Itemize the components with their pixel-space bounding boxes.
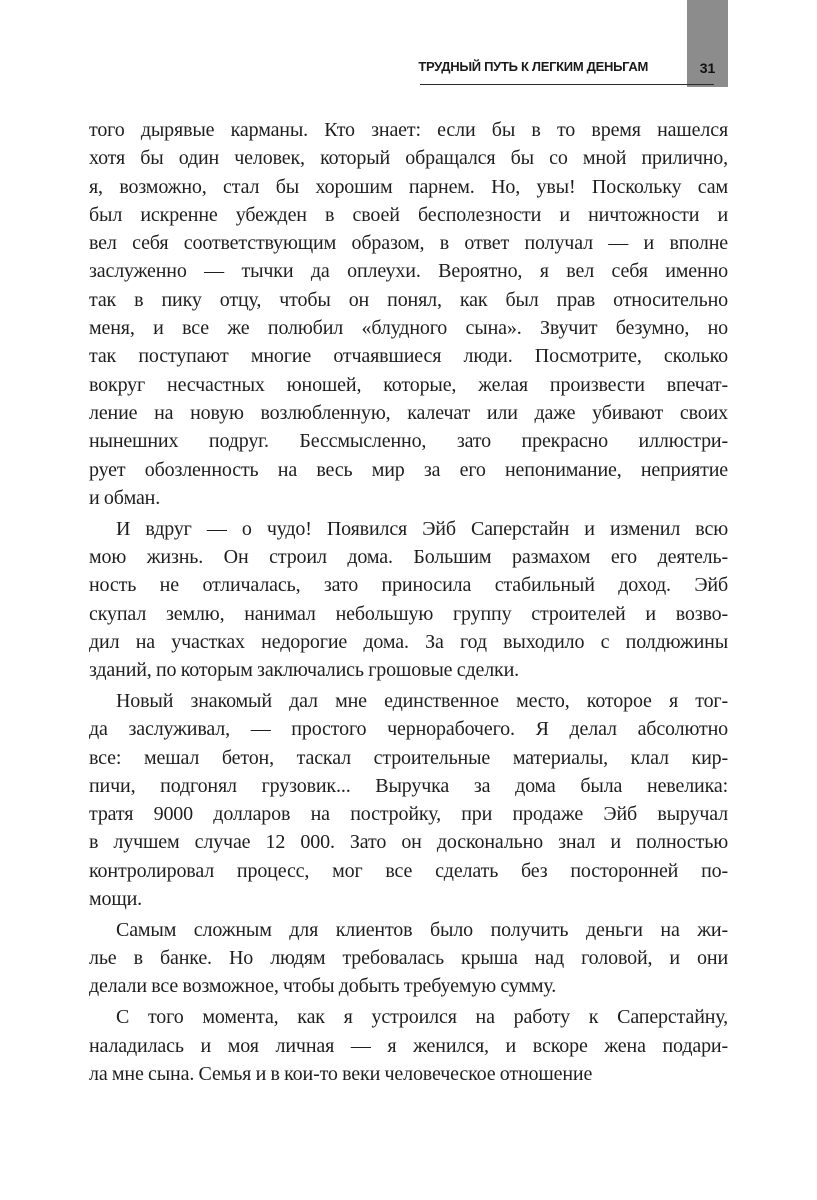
text-line: и обман. [89,486,161,509]
text-line: мою жизнь. Он строил дома. Большим размахом его деятель- [89,545,728,568]
text-line: скупал землю, нанимал небольшую группу строителей и возво- [89,602,728,625]
text-line: вокруг несчастных юношей, которые, желая произвести впечат- [89,373,728,396]
text-line: так в пику отцу, чтобы он понял, как был прав относительно [89,288,728,311]
text-line: зданий, по которым заключались грошовые сделки. [89,659,520,682]
text-line: меня, и все же полюбил «блудного сына». Звучит безумно, но [89,317,728,340]
paragraph [89,515,728,685]
page-number-tab [687,0,728,87]
paragraph [89,916,728,1001]
text-line: Самым сложным для клиентов было получить деньги на жи- [116,918,728,941]
paragraph [89,116,728,512]
text-line: лье в банке. Но людям требовалась крыша над головой, и они [89,947,728,970]
text-line: наладилась и моя личная — я женился, и вскоре жена подари- [89,1034,728,1057]
text-line: ла мне сына. Семья и в кои-то веки человеческое отношение [89,1062,593,1085]
text-line: нынешних подруг. Бессмысленно, зато прекрасно иллюстри- [89,430,728,453]
text-line: тратя 9000 долларов на постройку, при продаже Эйб выручал [89,803,728,826]
text-line: я, возможно, стал бы хорошим парнем. Но, увы! Поскольку сам [89,175,728,198]
text-line: ление на новую возлюбленную, калечат или даже убивают своих [89,401,728,424]
paragraph [89,687,728,913]
text-line: пичи, подгонял грузовик... Выручка за дома была невелика: [89,774,728,797]
text-line: ность не отличалась, зато приносила стабильный доход. Эйб [89,574,728,597]
text-line: того дырявые карманы. Кто знает: если бы в то время нашелся [89,119,728,141]
running-title: ТРУДНЫЙ ПУТЬ К ЛЕГКИМ ДЕНЬГАМ [418,59,648,74]
body-text [89,116,728,1088]
text-line: заслуженно — тычки да оплеухи. Вероятно, я вел себя именно [89,260,728,283]
text-line: С того момента, как я устроился на работу к Саперстайну, [116,1006,728,1029]
text-line: да заслуживал, — простого чернорабочего. Я делал абсолютно [89,718,728,741]
text-line: был искренне убежден в своей бесполезности и ничтожности и [89,203,728,226]
text-line: делали все возможное, чтобы добыть требуемую сумму. [89,975,557,998]
header-rule [420,84,714,85]
text-line: рует обозленность на весь мир за его непонимание, неприятие [89,458,728,481]
text-line: дил на участках недорогие дома. За год выходило с полдюжины [89,630,728,653]
paragraph [89,1003,728,1088]
text-line: вел себя соответствующим образом, в ответ получал — и вполне [89,232,728,255]
text-line: Новый знакомый дал мне единственное место, которое я тог- [116,689,728,712]
text-line: в лучшем случае 12 000. Зато он досконально знал и полностью [89,831,728,854]
text-line: хотя бы один человек, который обращался бы со мной прилично, [89,147,728,170]
text-line: так поступают многие отчаявшиеся люди. Посмотрите, сколько [89,345,728,368]
text-line: И вдруг — о чудо! Появился Эйб Саперстайн и изменил всю [116,517,728,540]
page-number: 31 [699,60,716,76]
text-line: мощи. [89,888,143,911]
text-line: контролировал процесс, мог все сделать без посторонней по- [89,859,728,882]
text-line: все: мешал бетон, таскал строительные материалы, клал кир- [89,746,728,769]
